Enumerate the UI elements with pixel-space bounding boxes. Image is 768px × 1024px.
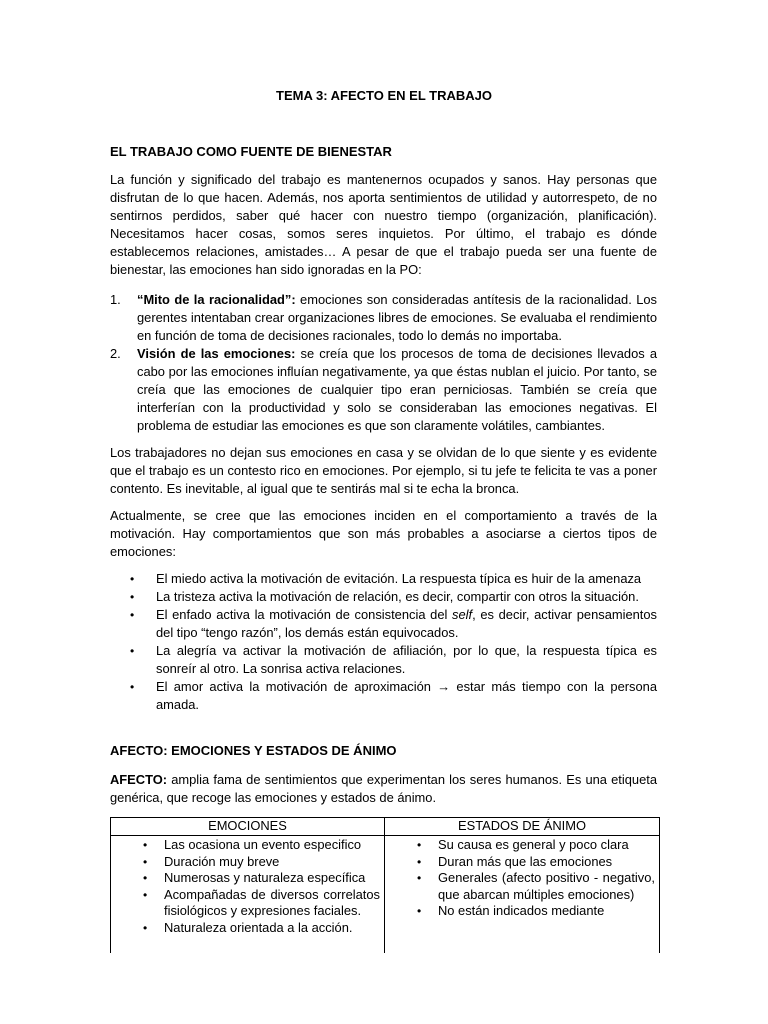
emociones-cell bbox=[111, 836, 385, 954]
definition-text: amplia fama de sentimientos que experimentan los seres humanos. Es una etiqueta genérica, que recoge las emociones y estados de ánimo. bbox=[110, 772, 657, 805]
list-item bbox=[389, 837, 655, 854]
bullet-icon: • bbox=[417, 854, 422, 869]
list-term: Visión de las emociones: bbox=[137, 346, 296, 361]
bullet-text: El amor activa la motivación de aproximación → estar más tiempo con la persona amada. bbox=[156, 679, 657, 712]
bullet-icon: • bbox=[130, 572, 135, 586]
intro-paragraph: La función y significado del trabajo es mantenernos ocupados y sanos. Hay personas que disfrutan de lo que hacen. Además, nos aporta sentimientos de utilidad y autorrespeto, de no sentirnos perdidos, saber qué hacer con nuestro tiempo (organización, planificación). Necesitamos hacer cosas, somos seres inquietos. Por último, el trabajo es dónde establecemos relaciones, amistades… A pesar de que el trabajo pueda ser una fuente de bienestar, las emociones han sido ignoradas en la PO: bbox=[110, 172, 657, 277]
section-heading-afecto: AFECTO: EMOCIONES Y ESTADOS DE ÁNIMO bbox=[110, 743, 397, 758]
cell-text: Las ocasiona un evento especifico bbox=[164, 837, 362, 852]
list-item bbox=[115, 854, 380, 871]
bullet-item bbox=[130, 588, 657, 606]
list-text: emociones son consideradas antítesis de la racionalidad. Los gerentes intentaban crear organizaciones libres de emociones. Se evaluaba el rendimiento en función de toma de decisiones racionales, todo lo demás no importaba. bbox=[137, 292, 657, 343]
estados-list bbox=[389, 837, 655, 920]
list-number: 1. bbox=[110, 292, 121, 307]
paragraph-trabajadores: Los trabajadores no dejan sus emociones en casa y se olvidan de lo que siente y es evidente que el trabajo es un contesto rico en emociones. Por ejemplo, si tu jefe te felicita te vas a poner contento. Es inevitable, al igual que te sentirás mal si te echa la bronca. bbox=[110, 445, 657, 496]
paragraph-actualmente: Actualmente, se cree que las emociones inciden en el comportamiento a través de la motivación. Hay comportamientos que son más probables a asociarse a ciertos tipos de emociones: bbox=[110, 508, 657, 559]
bullet-list bbox=[130, 570, 657, 714]
list-item bbox=[389, 903, 655, 920]
bullet-text: El enfado activa la motivación de consistencia del bbox=[156, 607, 453, 622]
list-item bbox=[389, 854, 655, 871]
bullet-text: El miedo activa la motivación de evitación. La respuesta típica es huir de la amenaza bbox=[156, 571, 642, 586]
cell-text: Duran más que las emociones bbox=[438, 853, 613, 869]
list-item bbox=[115, 887, 380, 920]
emotions-table-wrap bbox=[110, 817, 657, 953]
bullet-icon: • bbox=[417, 838, 422, 852]
section-heading-bienestar: EL TRABAJO COMO FUENTE DE BIENESTAR bbox=[110, 144, 392, 159]
cell-text: Su causa es general y poco clara bbox=[438, 837, 629, 852]
bullet-icon: • bbox=[143, 854, 148, 869]
bullet-emphasis: self bbox=[452, 607, 473, 622]
bullet-icon: • bbox=[143, 887, 148, 902]
header-estados: ESTADOS DE ÁNIMO bbox=[385, 818, 660, 836]
bullet-text: La tristeza activa la motivación de relación, es decir, compartir con otros la situación. bbox=[156, 589, 639, 604]
bullet-item bbox=[130, 606, 657, 642]
bullet-icon: • bbox=[130, 608, 135, 622]
list-item bbox=[389, 870, 655, 903]
numbered-item bbox=[110, 291, 657, 345]
bullet-icon: • bbox=[143, 871, 148, 885]
emotions-table bbox=[110, 817, 660, 953]
bullet-icon: • bbox=[143, 838, 148, 852]
list-term: “Mito de la racionalidad”: bbox=[137, 292, 296, 307]
bullet-icon: • bbox=[130, 644, 135, 658]
estados-cell bbox=[385, 836, 660, 954]
cell-text: Duración muy breve bbox=[164, 853, 280, 869]
list-item bbox=[115, 837, 380, 854]
bullet-icon: • bbox=[130, 590, 135, 604]
cell-text: Acompañadas de diversos correlatos fisiológicos y expresiones faciales. bbox=[164, 886, 380, 918]
afecto-definition bbox=[110, 771, 657, 807]
bullet-text: La alegría va activar la motivación de afiliación, por lo que, la respuesta típica es sonreír al otro. La sonrisa activa relaciones. bbox=[156, 643, 657, 676]
bullet-item bbox=[130, 570, 657, 588]
bullet-text-cont: , es decir, activar pensamientos del tipo “tengo razón”, los demás están equivocados. bbox=[156, 607, 657, 640]
bullet-item bbox=[130, 642, 657, 678]
section-bienestar-body bbox=[110, 171, 657, 714]
list-text: se creía que los procesos de toma de decisiones llevados a cabo por las emociones influían negativamente, ya que éstas nublan el juicio. Por tanto, se creía que las emociones de cualquier tipo eran perniciosas. También se creía que interferían con la productividad y solo se consideraban las emociones negativas. El problema de estudiar las emociones es que son claramente volátiles, cambiantes. bbox=[137, 346, 657, 433]
header-emociones: EMOCIONES bbox=[111, 818, 385, 836]
cell-text: Numerosas y naturaleza específica bbox=[164, 870, 366, 885]
table-header-row bbox=[111, 818, 660, 836]
cell-text: Naturaleza orientada a la acción. bbox=[164, 919, 353, 935]
numbered-list bbox=[110, 291, 657, 435]
numbered-item bbox=[110, 345, 657, 435]
bullet-icon: • bbox=[143, 920, 148, 935]
bullet-icon: • bbox=[130, 680, 135, 694]
list-item bbox=[115, 920, 380, 937]
cell-text: Generales (afecto positivo - negativo, que abarcan múltiples emociones) bbox=[438, 870, 655, 902]
bullet-item bbox=[130, 678, 657, 714]
table-row bbox=[111, 836, 660, 954]
bullet-icon: • bbox=[417, 904, 422, 918]
document-title: TEMA 3: AFECTO EN EL TRABAJO bbox=[276, 88, 492, 103]
bullet-icon: • bbox=[417, 871, 422, 885]
list-number: 2. bbox=[110, 346, 121, 361]
cell-text: No están indicados mediante bbox=[438, 903, 605, 918]
definition-term: AFECTO: bbox=[110, 772, 168, 787]
emociones-list bbox=[115, 837, 380, 936]
list-item bbox=[115, 870, 380, 887]
